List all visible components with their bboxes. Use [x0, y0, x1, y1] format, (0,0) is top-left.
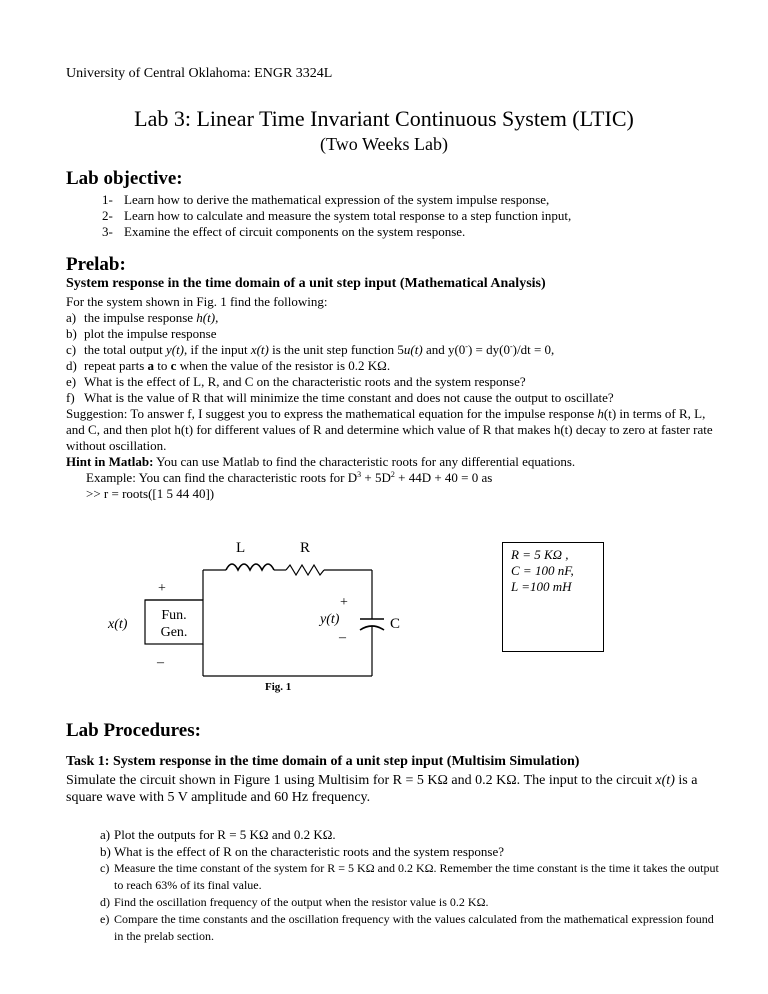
objective-item: 2- Learn how to calculate and measure the system total response to a step function input, [102, 208, 572, 223]
source-plus: + [158, 581, 166, 596]
resistor-zigzag [286, 565, 324, 575]
objective-item: 3- Examine the effect of circuit components on the system response. [102, 224, 466, 239]
task-item-d: d) Find the oscillation frequency of the output when the resistor value is 0.2 KΩ. [100, 895, 489, 909]
source-label-line2: Gen. [160, 625, 188, 640]
prelab-item-c: c) the total output y(t), if the input x(t) is the unit step function 5u(t) and y(0-) = dy(0-)/dt = 0, [66, 342, 555, 357]
prelab-example: Example: You can find the characteristic roots for $D^3 + 5D^2 + 44D + 40 = 0$ as [86, 470, 493, 485]
prelab-subheading: System response in the time domain of a unit step input (Mathematical Analysis) [66, 276, 546, 291]
prelab-item-a: a) the impulse response h(t), [66, 310, 219, 325]
prelab-item-e: e) What is the effect of L, R, and C on the characteristic roots and the system response? [66, 374, 526, 389]
objective-heading: Lab objective: [66, 168, 183, 189]
university-header: University of Central Oklahoma: ENGR 3324L [66, 66, 333, 81]
prelab-body [66, 294, 726, 502]
procedures-heading: Lab Procedures: [66, 720, 201, 741]
task-item-a: a) Plot the outputs for R = 5 KΩ and 0.2 KΩ. [100, 827, 336, 842]
figure-caption: Fig. 1 [265, 681, 292, 693]
param-c: C = 100 nF, [511, 563, 574, 578]
prelab-hint: Hint in Matlab: You can use Matlab to find the characteristic roots for any differential equations. [66, 454, 576, 469]
resistor-label: R [300, 540, 311, 556]
task-item-c: c) Measure the time constant of the system for R = 5 KΩ and 0.2 KΩ. Remember the time constant is the time it takes the output to reach 63% of its final value. [100, 861, 719, 892]
output-minus: – [339, 630, 346, 645]
task1-heading: Task 1: System response in the time domain of a unit step input (Multisim Simulation) [66, 754, 580, 769]
page-subtitle: (Two Weeks Lab) [320, 134, 448, 154]
source-label-line1: Fun. [161, 608, 187, 623]
page-title: Lab 3: Linear Time Invariant Continuous System (LTIC) [134, 106, 634, 131]
objective-list [102, 192, 571, 240]
task-item-e: e) Compare the time constants and the oscillation frequency with the values calculated from the mathematical expression found in the prelab section. [100, 912, 714, 943]
task1-list [100, 826, 726, 945]
prelab-heading: Prelab: [66, 254, 126, 275]
prelab-item-f: f) What is the value of R that will minimize the time constant and does not cause the output to oscillate? [66, 390, 614, 405]
source-minus: – [157, 655, 164, 670]
inductor-label: L [236, 540, 246, 556]
task-item-b: b) What is the effect of R on the characteristic roots and the system response? [100, 844, 504, 859]
task1-body: Simulate the circuit shown in Figure 1 using Multisim for R = 5 KΩ and 0.2 KΩ. The input to the circuit x(t) is a square wave with 5 V amplitude and 60 Hz frequency. [66, 773, 698, 805]
input-label: x(t) [108, 617, 128, 632]
capacitor-label: C [390, 616, 401, 632]
output-label: y(t) [320, 612, 340, 627]
output-plus: + [340, 595, 348, 610]
circuit-parameters-box [502, 542, 604, 652]
matlab-command: >> r = roots([1 5 44 40]) [86, 486, 215, 501]
circuit-diagram [0, 520, 768, 700]
prelab-item-b: b) plot the impulse response [66, 326, 217, 341]
prelab-intro: For the system shown in Fig. 1 find the following: [66, 294, 328, 309]
param-l: L =100 mH [511, 579, 572, 594]
param-r: R = 5 KΩ , [511, 547, 569, 562]
prelab-suggestion: Suggestion: To answer f, I suggest you to express the mathematical equation for the impulse response h(t) in terms of R, L, and C, and then plot h(t) for different values of R and determine which value of R that makes h(t) decay to zero at faster rate without oscillation. [66, 406, 713, 453]
prelab-item-d: d) repeat parts a to c when the value of the resistor is 0.2 KΩ. [66, 358, 391, 373]
inductor-coil [226, 564, 274, 570]
objective-item: 1- Learn how to derive the mathematical expression of the system impulse response, [102, 192, 550, 207]
